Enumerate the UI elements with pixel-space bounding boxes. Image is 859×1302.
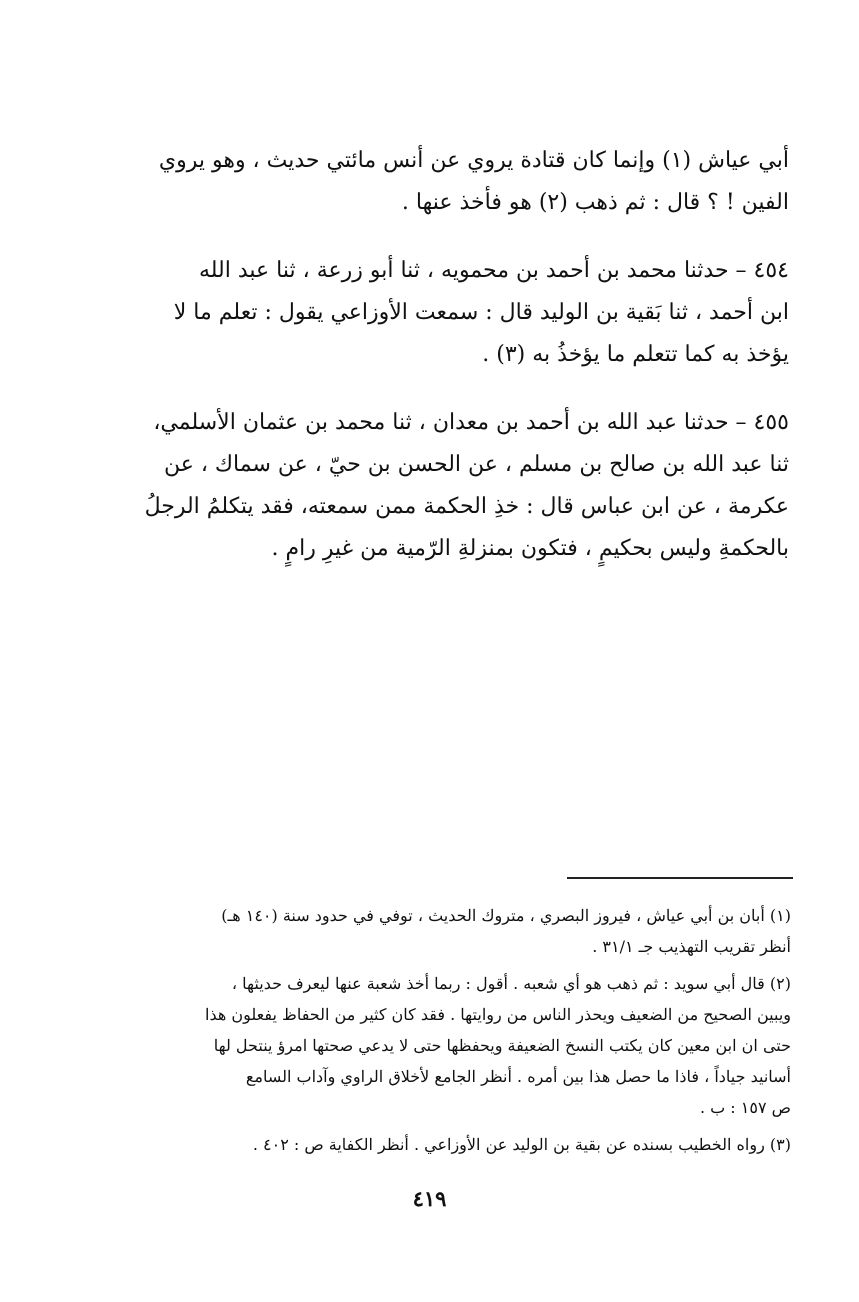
footnote-line: (١) أبان بن أبي عياش ، فيروز البصري ، متروك الحديث ، توفي في حدود سنة (١٤٠ هـ)	[221, 906, 791, 925]
footnote-line: (٢) قال أبي سويد : ثم ذهب هو أي شعبه . أقول : ربما أخذ شعبة عنها ليعرف حديثها ،	[231, 974, 791, 993]
footnote-line: ويبين الصحيح من الضعيف ويحذر الناس من روايتها . فقد كان كثير من الحفاظ يفعلون هذا	[205, 1005, 791, 1024]
text-line: عكرمة ، عن ابن عباس قال : خذِ الحكمة ممن سمعته، فقد يتكلمُ الرجلُ	[144, 494, 789, 519]
paragraph-454	[109, 250, 789, 376]
text-line: ابن أحمد ، ثنا بَقية بن الوليد قال : سمعت الأوزاعي يقول : تعلم ما لا	[173, 300, 789, 325]
main-text	[109, 140, 789, 596]
text-line: يؤخذ به كما تتعلم ما يؤخذُ به (٣) .	[482, 342, 789, 367]
text-line: ثنا عبد الله بن صالح بن مسلم ، عن الحسن بن حيّ ، عن سماك ، عن	[163, 452, 789, 477]
footnote-line: (٣) رواه الخطيب بسنده عن بقية بن الوليد عن الأوزاعي . أنظر الكفاية ص : ٤٠٢ .	[252, 1135, 791, 1154]
footnote-line: أسانيد جياداً ، فاذا ما حصل هذا بين أمره . أنظر الجامع لأخلاق الراوي وآداب السامع	[245, 1067, 791, 1086]
text-line: أبي عياش (١) وإنما كان قتادة يروي عن أنس مائتي حديث ، وهو يروي	[158, 148, 789, 173]
footnote-line: أنظر تقريب التهذيب جـ ٣١/١ .	[592, 937, 791, 956]
text-line: الفين ! ؟ قال : ثم ذهب (٢) هو فأخذ عنها .	[401, 190, 789, 215]
footnote-1	[111, 900, 791, 962]
paragraph-continuation	[109, 140, 789, 224]
footnote-2	[111, 968, 791, 1123]
text-line: ٤٥٤ – حدثنا محمد بن أحمد بن محمويه ، ثنا أبو زرعة ، ثنا عبد الله	[198, 258, 789, 283]
footnote-line: ص ١٥٧ : ب .	[699, 1098, 791, 1117]
text-line: بالحكمةِ وليس بحكيمٍ ، فتكون بمنزلةِ الرّمية من غيرِ رامٍ .	[271, 536, 789, 561]
footnote-divider	[567, 877, 793, 879]
footnotes	[111, 900, 791, 1166]
text-line: ٤٥٥ – حدثنا عبد الله بن أحمد بن معدان ، ثنا محمد بن عثمان الأسلمي،	[153, 410, 789, 435]
footnote-line: حتى ان ابن معين كان يكتب النسخ الضعيفة ويحفظها حتى لا يدعي صحتها امرؤ ينتحل لها	[213, 1036, 791, 1055]
page-number: ٤١٩	[412, 1186, 447, 1211]
footnote-3	[111, 1129, 791, 1160]
paragraph-455	[109, 402, 789, 570]
